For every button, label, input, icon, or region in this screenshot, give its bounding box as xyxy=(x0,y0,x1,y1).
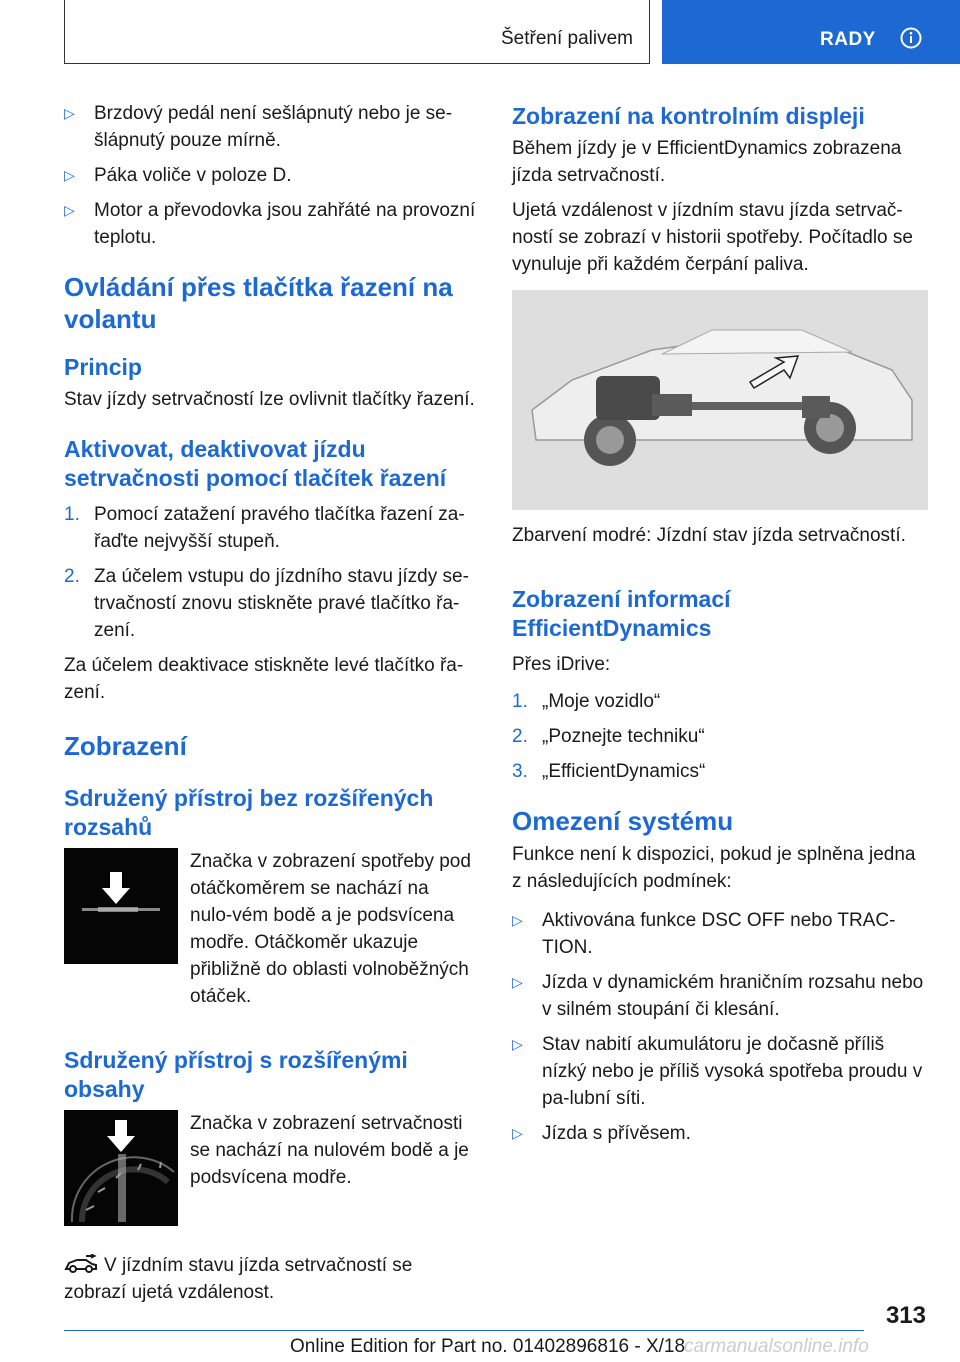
list-item: ▷ Aktivována funkce DSC OFF nebo TRAC‐TION. xyxy=(512,907,928,961)
heading-info: Zobrazení informací EfficientDynamics xyxy=(512,586,731,641)
cluster-basic-image xyxy=(64,848,178,964)
principle-text: Stav jízdy setrvačností lze ovlivnit tlačítky řazení. xyxy=(64,389,475,410)
heading-principle: Princip xyxy=(64,354,142,380)
page-number: 313 xyxy=(885,1302,926,1329)
edition-text: Online Edition for Part no. 01402896816 - X/18 xyxy=(290,1336,686,1357)
list-item: ▷ Páka voliče v poloze D. xyxy=(64,162,476,189)
tips-tab[interactable] xyxy=(662,0,960,64)
list-item: ▷ Brzdový pedál není sešlápnutý nebo je se‐šlápnutý pouze mírně. xyxy=(64,100,476,154)
triangle-bullet-icon: ▷ xyxy=(512,912,523,928)
control-display-text-2: Ujetá vzdálenost v jízdním stavu jízda setrvač‐ností se zobrazí v historii spotřeby. Počítadlo se vynuluje při každém čerpání paliva. xyxy=(512,200,913,275)
deactivate-text: Za účelem deaktivace stiskněte levé tlačítko řa‐zení. xyxy=(64,655,464,703)
triangle-bullet-icon: ▷ xyxy=(64,202,75,218)
header-section-box xyxy=(64,0,650,64)
heading-paddles: Ovládání přes tlačítka řazení na volantu xyxy=(64,272,453,334)
cluster-basic-text: Značka v zobrazení spotřeby pod otáčkoměrem se nachází na nulo‐vém bodě a je podsvícena modře. Otáčkoměr ukazuje přibližně do oblasti volnoběžných otáček. xyxy=(190,851,471,1007)
triangle-bullet-icon: ▷ xyxy=(64,105,75,121)
list-item: ▷ Motor a převodovka jsou zahřáté na provozní teplotu. xyxy=(64,197,476,251)
right-column xyxy=(512,100,928,1155)
watermark: carmanualsonline.info xyxy=(684,1336,869,1357)
cluster-basic-row xyxy=(64,848,476,1010)
list-item: ▷ Stav nabití akumulátoru je dočasně příliš nízký nebo je příliš vysoká spotřeba proudu v pa‐lubní síti. xyxy=(512,1031,928,1112)
limits-text: Funkce není k dispozici, pokud je splněna jedna z následujících podmínek: xyxy=(512,844,916,892)
cluster-ext-image xyxy=(64,1110,178,1226)
heading-activate: Aktivovat, deaktivovat jízdu setrvačnosti pomocí tlačítek řazení xyxy=(64,436,447,491)
cluster-ext-row xyxy=(64,1110,476,1226)
coasting-car-icon xyxy=(64,1254,98,1274)
triangle-bullet-icon: ▷ xyxy=(512,1036,523,1052)
list-item: 3. „EfficientDynamics“ xyxy=(512,761,706,782)
list-item: 2. „Poznejte techniku“ xyxy=(512,726,705,747)
image-caption: Zbarvení modré: Jízdní stav jízda setrvačností. xyxy=(512,525,906,546)
control-display-text-1: Během jízdy je v EfficientDynamics zobrazena jízda setrvačností. xyxy=(512,138,902,186)
list-item: ▷ Jízda v dynamickém hraničním rozsahu nebo v silném stoupání či klesání. xyxy=(512,969,928,1023)
cluster-ext-text: Značka v zobrazení setrvačnosti se nachází na nulovém bodě a je podsvícena modře. xyxy=(190,1113,469,1188)
triangle-bullet-icon: ▷ xyxy=(512,1125,523,1141)
list-item: ▷ Jízda s přívěsem. xyxy=(512,1120,928,1147)
heading-control-display: Zobrazení na kontrolním displeji xyxy=(512,103,865,129)
car-drivetrain-image xyxy=(512,290,928,510)
triangle-bullet-icon: ▷ xyxy=(64,167,75,183)
coasting-paragraph: V jízdním stavu jízda setrvačností se zobrazí ujetá vzdálenost. xyxy=(64,1255,413,1303)
triangle-bullet-icon: ▷ xyxy=(512,974,523,990)
heading-cluster-basic: Sdružený přístroj bez rozšířených rozsahů xyxy=(64,785,434,840)
heading-display: Zobrazení xyxy=(64,731,187,761)
list-item: 1. „Moje vozidlo“ xyxy=(512,691,661,712)
section-title: Šetření palivem xyxy=(500,28,633,49)
list-item: 1. Pomocí zatažení pravého tlačítka řazení za‐řaďte nejvyšší stupeň. xyxy=(64,504,465,552)
heading-cluster-ext: Sdružený přístroj s rozšířenými obsahy xyxy=(64,1047,408,1102)
left-column xyxy=(64,100,476,1306)
list-item: 2. Za účelem vstupu do jízdního stavu jízdy se‐trvačností znovu stiskněte pravé tlačítko řa‐zení. xyxy=(64,566,469,641)
info-icon xyxy=(900,27,922,49)
tips-tab-label: RADY xyxy=(820,29,876,50)
heading-limits: Omezení systému xyxy=(512,806,734,836)
footer-divider xyxy=(64,1330,864,1331)
via-idrive-text: Přes iDrive: xyxy=(512,654,611,675)
